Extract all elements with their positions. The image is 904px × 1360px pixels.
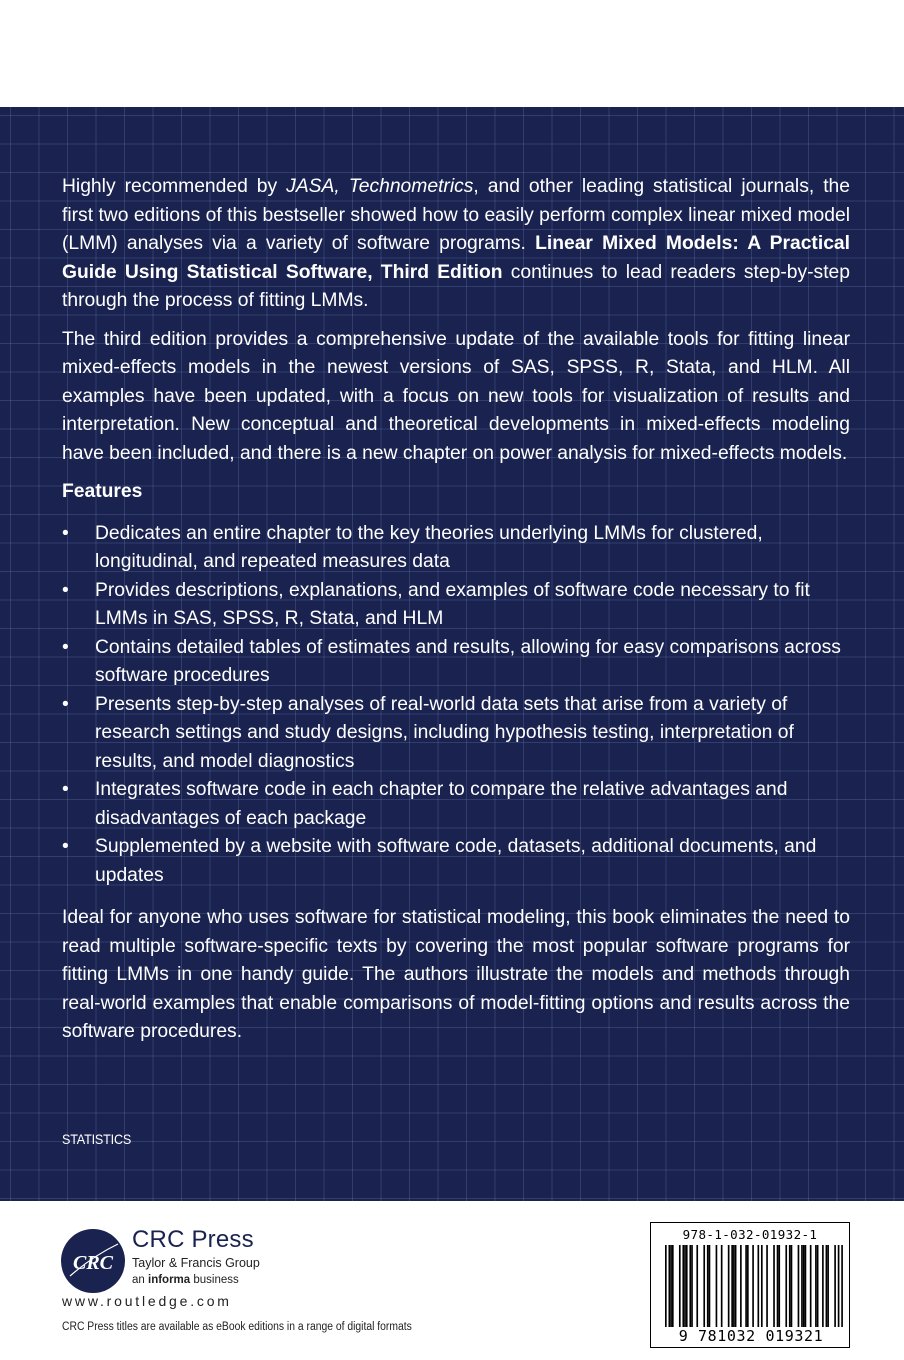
barcode-bar	[716, 1245, 718, 1335]
ebook-note: CRC Press titles are available as eBook editions in a range of digital formats	[62, 1321, 412, 1333]
barcode-bar	[665, 1245, 667, 1335]
isbn-hyphenated: 978-1-032-01932-1	[682, 1227, 818, 1242]
barcode-bar	[791, 1245, 793, 1335]
features-list	[62, 520, 850, 891]
barcode-bar	[707, 1245, 709, 1335]
barcode-bar	[735, 1245, 737, 1335]
barcode-bar	[803, 1245, 805, 1335]
edition-paragraph: The third edition provides a comprehensive update of the available tools for fitting linear mixed-effects models in the newest versions of SAS, SPSS, R, Stata, and HLM. All examples have been updated, with a focus on new tools for visualization of results and interpretation. New conceptual and theoretical developments in mixed-effects modeling have been included, and there is a new chapter on power analysis for mixed-effects models.	[62, 328, 850, 464]
barcode-bar	[827, 1245, 829, 1335]
barcode-bar	[672, 1245, 674, 1335]
barcode-bar	[709, 1245, 711, 1335]
publisher-url[interactable]: www.routledge.com	[62, 1293, 232, 1309]
feature-text: Supplemented by a website with software code, datasets, additional documents, and updates	[95, 836, 817, 886]
publisher-group: Taylor & Francis Group	[132, 1256, 260, 1270]
barcode-bar	[757, 1245, 759, 1335]
barcode-bar	[798, 1245, 800, 1335]
barcode-bar	[815, 1245, 817, 1335]
barcode-bar	[703, 1245, 705, 1335]
barcode-bar	[838, 1245, 840, 1335]
publisher-name: CRC Press	[132, 1226, 254, 1253]
intro-middle: , and other leading statistical journals, the first two editions of this bestseller showed how to easily perform complex linear mixed model (LMM) analyses via a variety of software programs.	[62, 176, 851, 254]
intro-prefix: Highly recommended by	[62, 176, 287, 197]
barcode-bar	[841, 1245, 843, 1335]
feature-item	[62, 691, 850, 777]
barcode-bar	[684, 1245, 686, 1335]
feature-item	[62, 520, 850, 577]
bullet-icon: •	[62, 636, 69, 658]
bullet-icon: •	[62, 779, 69, 800]
barcode-bar	[731, 1245, 733, 1335]
barcode-bar	[789, 1245, 791, 1335]
feature-item	[62, 833, 850, 890]
publisher-tagline	[132, 1274, 239, 1286]
barcode-bar	[670, 1245, 672, 1335]
intro-suffix: continues to lead readers step-by-step through the process of fitting LMMs.	[62, 261, 851, 311]
barcode-bar	[747, 1245, 749, 1335]
barcode-bar	[689, 1245, 691, 1335]
feature-item	[62, 634, 850, 691]
crc-press-logo	[60, 1228, 126, 1294]
barcode-bar	[773, 1245, 775, 1335]
feature-text: Contains detailed tables of estimates and results, allowing for easy comparisons across software procedures	[95, 636, 841, 686]
tagline-suffix: business	[190, 1274, 239, 1286]
tagline-informa: informa	[148, 1274, 191, 1286]
barcode-bar	[801, 1245, 803, 1335]
intro-paragraph	[62, 173, 850, 316]
bullet-icon: •	[62, 579, 69, 601]
barcode-bar	[761, 1245, 763, 1335]
feature-item	[62, 776, 850, 833]
barcode-bar	[834, 1245, 836, 1335]
bullet-icon: •	[62, 693, 69, 715]
feature-text: Dedicates an entire chapter to the key theories underlying LMMs for clustered, longitudinal, and repeated measures data	[95, 522, 763, 572]
feature-text: Provides descriptions, explanations, and examples of software code necessary to fit LMMs in SAS, SPSS, R, Stata, and HLM	[95, 579, 810, 629]
feature-text: Presents step-by-step analyses of real-world data sets that arise from a variety of research settings and study designs, including hypothesis testing, interpretation of results, and model diagnostics	[95, 693, 794, 772]
top-margin	[0, 0, 904, 107]
barcode-bar	[668, 1245, 670, 1335]
barcode-bar	[810, 1245, 812, 1335]
barcode-bar	[733, 1245, 735, 1335]
barcode-bar	[777, 1245, 779, 1335]
barcode-bar	[686, 1245, 688, 1335]
feature-text: Integrates software code in each chapter to compare the relative advantages and disadvantages of each package	[95, 779, 788, 829]
isbn-digits: 9 781032 019321	[653, 1327, 849, 1345]
barcode-bar	[679, 1245, 681, 1335]
barcode-bar	[826, 1245, 828, 1335]
barcode-bar	[822, 1245, 824, 1335]
barcode-bar	[696, 1245, 698, 1335]
feature-item	[62, 577, 850, 634]
barcode-bar	[740, 1245, 742, 1335]
book-title: Linear Mixed Models: A Practical Guide Using Statistical Software, Third Edition	[62, 233, 850, 283]
barcode-bar	[745, 1245, 747, 1335]
barcode-bar	[778, 1245, 780, 1335]
barcode-bar	[805, 1245, 807, 1335]
category-label: STATISTICS	[62, 1131, 132, 1147]
barcode-bar	[785, 1245, 787, 1335]
back-cover-panel	[0, 107, 904, 1201]
tagline-prefix: an	[132, 1274, 148, 1286]
barcode-bar	[682, 1245, 684, 1335]
barcode-bars	[665, 1245, 843, 1335]
bullet-icon: •	[62, 836, 69, 857]
description-block	[62, 173, 850, 1057]
barcode-bar	[817, 1245, 819, 1335]
closing-paragraph: Ideal for anyone who uses software for statistical modeling, this book eliminates the need to read multiple software-specific texts by covering the most popular software programs for fitting LMMs in one handy guide. The authors illustrate the models and methods through real-world examples that enable comparisons of model-fitting options and results across the software procedures.	[62, 907, 850, 1042]
journal-names: JASA, Technometrics	[286, 176, 474, 197]
barcode-bar	[728, 1245, 730, 1335]
barcode-bar	[766, 1245, 768, 1335]
bullet-icon: •	[62, 522, 69, 544]
barcode-bar	[691, 1245, 693, 1335]
logo-text: CRC	[72, 1252, 114, 1274]
barcode-bar	[721, 1245, 723, 1335]
isbn-barcode	[650, 1222, 850, 1348]
barcode-bar	[752, 1245, 754, 1335]
features-heading: Features	[62, 481, 143, 502]
